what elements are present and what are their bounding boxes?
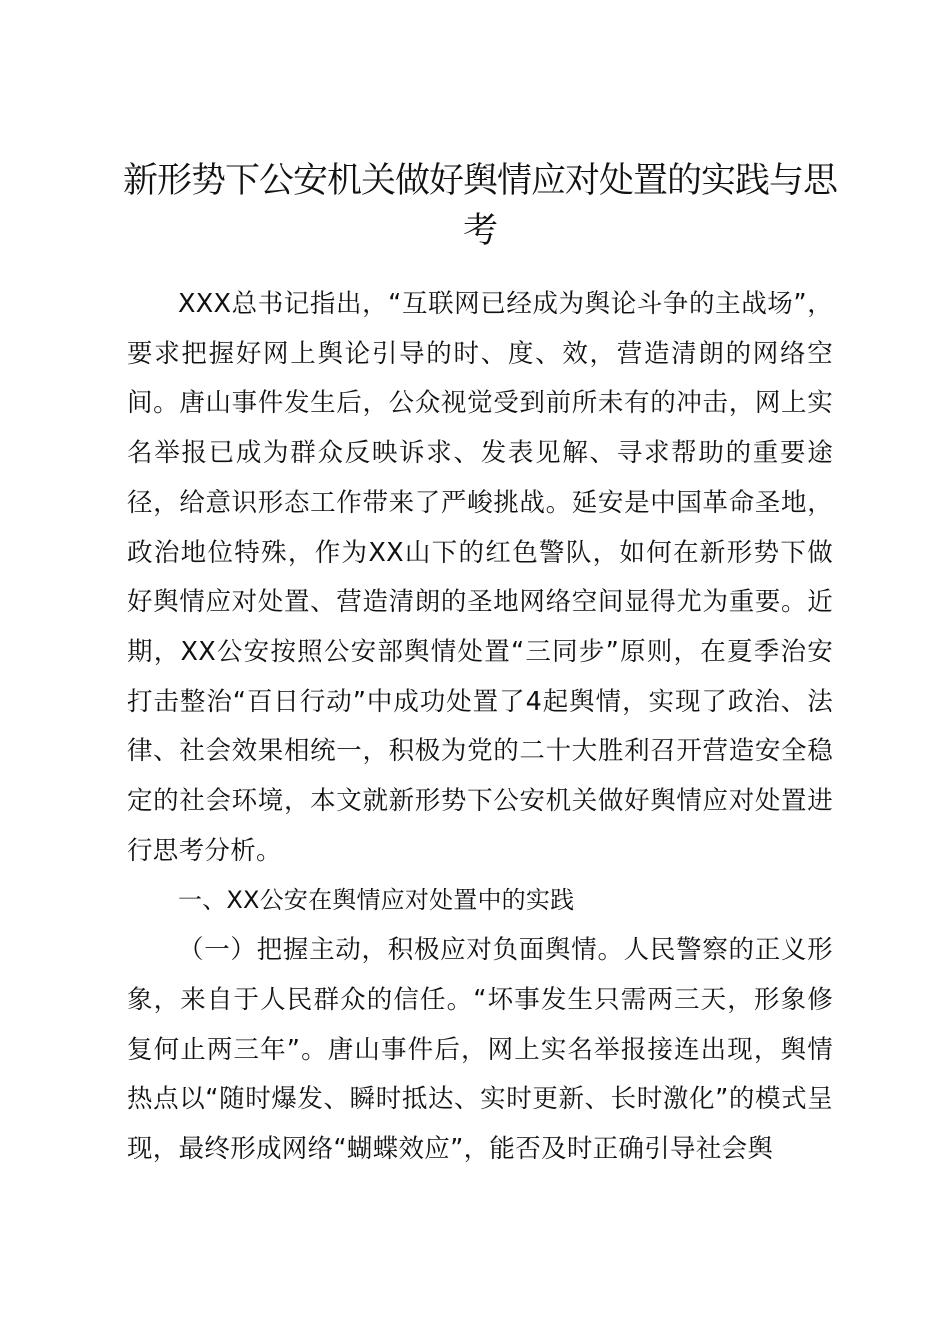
section-paragraph: （一）把握主动，积极应对负面舆情。人民警察的正义形象，来自于人民群众的信任。“坏事发生只需两三天，形象修复何止两三年”。唐山事件后，网上实名举报接连出现，舆情热点以“随时爆发、瞬时抵达、实时更新、长时激化”的模式呈现，最终形成网络“蝴蝶效应”，能否及时正确引导社会舆 [127, 935, 833, 1164]
intro-paragraph: XXX总书记指出，“互联网已经成为舆论斗争的主战场”，要求把握好网上舆论引导的时、度、效，营造清朗的网络空间。唐山事件发生后，公众视觉受到前所未有的冲击，网上实名举报已成为群众反映诉求、发表见解、寻求帮助的重要途径，给意识形态工作带来了严峻挑战。延安是中国革命圣地，政治地位特殊，作为XX山下的红色警队，如何在新形势下做好舆情应对处置、营造清朗的圣地网络空间显得尤为重要。近期，XX公安按照公安部舆情处置“三同步”原则，在夏季治安打击整治“百日行动”中成功处置了4起舆情，实现了政治、法律、社会效果相统一，积极为党的二十大胜利召开营造安全稳定的社会环境，本文就新形势下公安机关做好舆情应对处置进行思考分析。 [127, 289, 833, 866]
document-body [127, 280, 833, 1175]
section-heading: 一、XX公安在舆情应对处置中的实践 [178, 886, 575, 915]
document-title: 新形势下公安机关做好舆情应对处置的实践与思考 [122, 161, 837, 251]
